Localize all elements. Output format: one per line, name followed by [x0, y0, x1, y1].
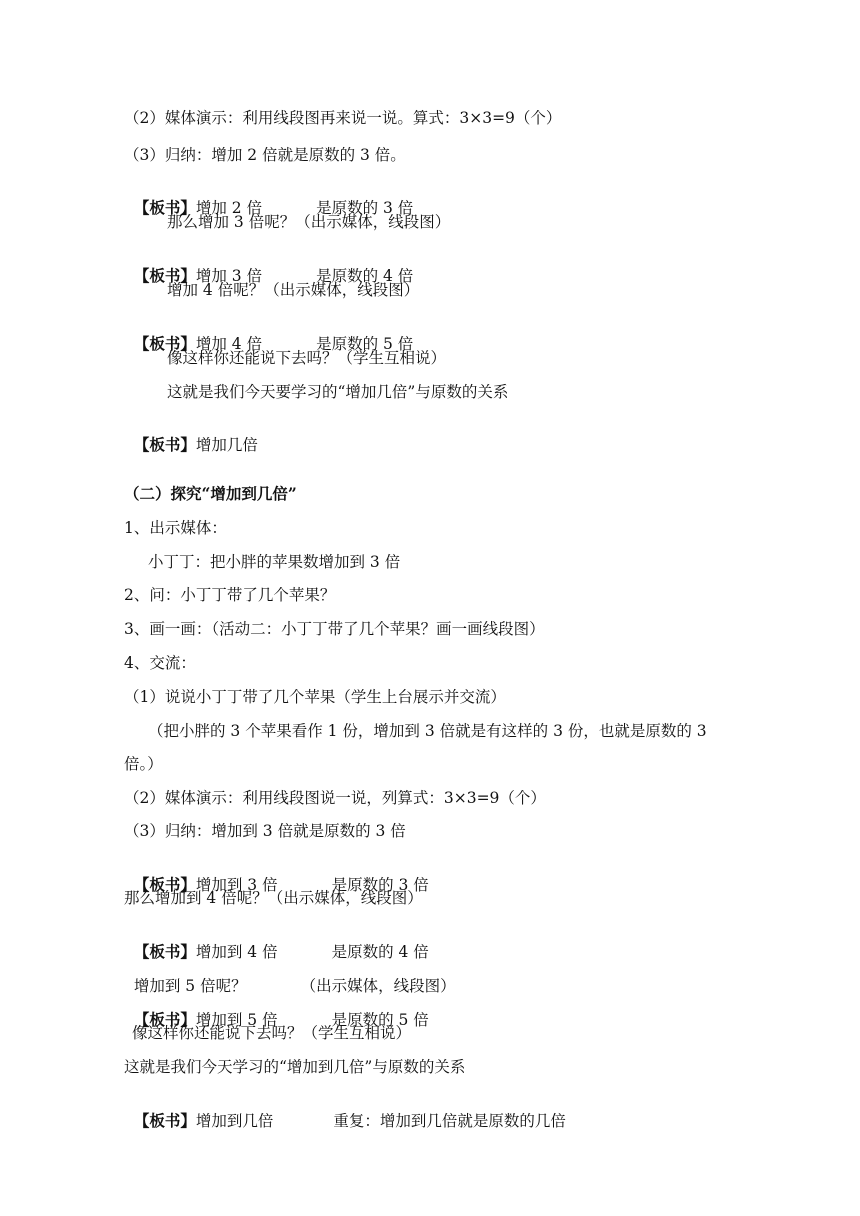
board-tag: 【板书】: [133, 942, 196, 961]
board-text-b: 是原数的 4 倍: [316, 267, 414, 285]
board-text-a: 增加到 5 倍: [195, 1011, 278, 1029]
text-line: （3）归纳：增加 2 倍就是原数的 3 倍。: [124, 146, 406, 164]
text-line: 像这样你还能说下去吗？（学生互相说）: [167, 349, 447, 367]
board-tag: 【板书】: [133, 334, 196, 353]
text-line: 像这样你还能说下去吗？（学生互相说）: [132, 1024, 412, 1042]
text-line: 4、交流：: [124, 654, 196, 672]
board-line: [124, 1091, 566, 1131]
board-text-b: 是原数的 5 倍: [316, 335, 414, 353]
text-line: （把小胖的 3 个苹果看作 1 份，增加到 3 倍就是有这样的 3 份，也就是原数的 3: [148, 722, 707, 740]
board-text-b: 是原数的 4 倍: [331, 943, 429, 961]
text-line: （1）说说小丁丁带了几个苹果（学生上台展示并交流）: [124, 688, 506, 706]
text-line: （2）媒体演示：利用线段图说一说，列算式：3×3=9（个）: [124, 789, 546, 807]
text-line: （3）归纳：增加到 3 倍就是原数的 3 倍: [124, 822, 406, 840]
board-text-b: 是原数的 3 倍: [316, 199, 414, 217]
section-heading: （二）探究“增加到几倍”: [124, 484, 297, 503]
board-tag: 【板书】: [133, 198, 196, 217]
text-line: 那么增加 3 倍呢？（出示媒体，线段图）: [167, 213, 451, 231]
board-text-a: 增加到几倍: [195, 1112, 274, 1130]
board-text-a: 增加 3 倍: [195, 267, 263, 285]
board-text-a: 增加 2 倍: [195, 199, 263, 217]
board-text-a: 增加几倍: [195, 436, 258, 454]
text-line: 那么增加到 4 倍呢？（出示媒体，线段图）: [124, 889, 423, 907]
text-line: （2）媒体演示：利用线段图再来说一说。算式：3×3=9（个）: [124, 109, 562, 127]
board-text-a: 增加 4 倍: [195, 335, 263, 353]
board-text-a: 增加到 4 倍: [195, 943, 278, 961]
text-line: 这就是我们今天学习的“增加到几倍”与原数的关系: [124, 1058, 466, 1076]
board-tag: 【板书】: [133, 435, 196, 454]
board-text-a: 增加到 3 倍: [195, 876, 278, 894]
text-line: 小丁丁：把小胖的苹果数增加到 3 倍: [148, 553, 401, 571]
text-segment: 增加到 5 倍呢？: [133, 977, 247, 995]
text-line: 增加 4 倍呢？（出示媒体，线段图）: [167, 281, 420, 299]
board-text-b: 重复：增加到几倍就是原数的几倍: [333, 1112, 566, 1130]
board-text-b: 是原数的 5 倍: [331, 1011, 429, 1029]
text-line: 2、问：小丁丁带了几个苹果？: [124, 586, 336, 604]
board-tag: 【板书】: [133, 1010, 196, 1029]
board-line: [124, 415, 258, 455]
text-line: 1、出示媒体：: [124, 519, 227, 537]
text-line: 3、画一画：（活动二：小丁丁带了几个苹果？画一画线段图）: [124, 620, 545, 638]
text-line: 倍。）: [124, 755, 163, 773]
board-tag: 【板书】: [133, 875, 196, 894]
text-line: 这就是我们今天要学习的“增加几倍”与原数的关系: [167, 383, 509, 401]
board-text-b: 是原数的 3 倍: [331, 876, 429, 894]
board-tag: 【板书】: [133, 1111, 196, 1130]
board-tag: 【板书】: [133, 266, 196, 285]
text-segment: （出示媒体，线段图）: [300, 977, 456, 995]
